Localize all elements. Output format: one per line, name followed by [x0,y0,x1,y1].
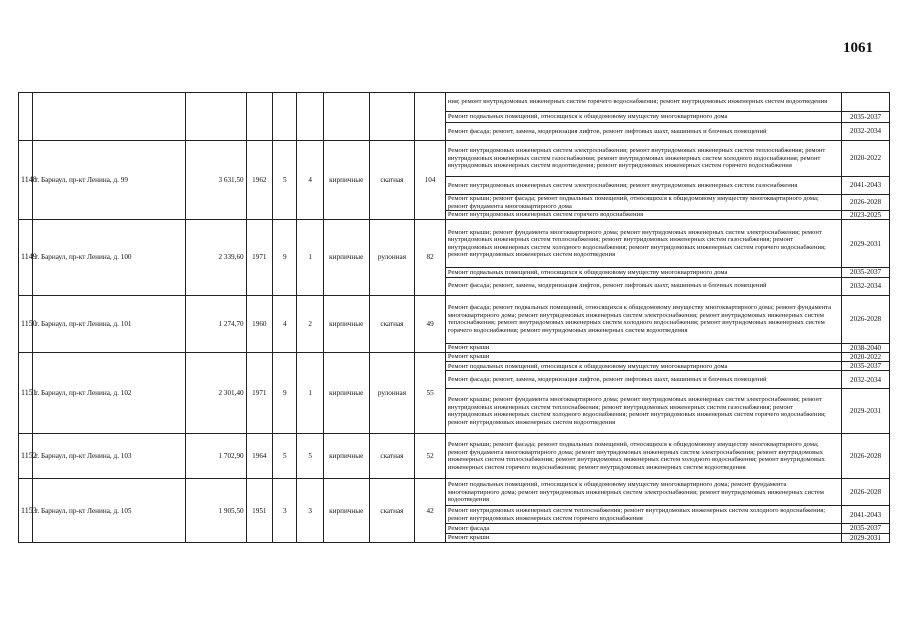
cell-address: г. Барнаул, пр-кт Ленина, д. 100 [33,220,185,295]
cell-period: 2032-2034 [842,123,890,141]
table-row [19,295,890,343]
cell-floors: 5 [273,434,297,479]
cell-apartments: 82 [415,220,445,295]
cell-entrances [297,93,323,141]
cell-year [246,93,272,141]
cell-work-description: Ремонт внутридомовых инженерных систем электроснабжения; ремонт внутридомовых инженерных систем теплоснабжения; ремонт внутридомовых инженерных систем газоснабжения; ремонт внутридомовых инженерных систем холодного водоснабжения; ремонт внутридомовых инженерных систем водоотведения; ремонт внутридомовых инженерных систем горячего водоснабжения [445,141,841,177]
cell-apartments: 104 [415,141,445,220]
cell-work-description: Ремонт крыши [445,533,841,542]
cell-apartments: 42 [415,479,445,543]
cell-period: 2020-2022 [842,141,890,177]
cell-entrances: 1 [297,220,323,295]
cell-entrances: 3 [297,479,323,543]
cell-work-description: Ремонт подвальных помещений, относящихся к общедомовому имуществу многоквартирного дома [445,268,841,277]
cell-year: 1951 [246,479,272,543]
cell-period: 2032-2034 [842,277,890,295]
cell-area: 2 301,40 [185,352,246,434]
cell-address: г. Барнаул, пр-кт Ленина, д. 99 [33,141,185,220]
cell-address: г. Барнаул, пр-кт Ленина, д. 103 [33,434,185,479]
cell-period [842,93,890,112]
cell-work-description: Ремонт внутридомовых инженерных систем электроснабжения; ремонт внутридомовых инженерных систем газоснабжения [445,177,841,195]
cell-roof: рулонная [369,220,415,295]
cell-wall: кирпичные [323,220,369,295]
page-number: 1061 [843,40,873,56]
cell-period: 2029-2031 [842,533,890,542]
cell-area: 3 631,50 [185,141,246,220]
cell-work-description: Ремонт фасада; ремонт подвальных помещений, относящихся к общедомовому имуществу многоквартирного дома; ремонт фундамента многоквартирного дома; ремонт внутридомовых инженерных систем электроснабжения; ремонт внутридомовых инженерных систем теплоснабжения; ремонт внутридомовых инженерных систем холодного водоснабжения; ремонт внутридомовых инженерных систем горячего водоснабжения; ремонт внутридомовых инженерных систем водоотведения [445,295,841,343]
cell-address: г. Барнаул, пр-кт Ленина, д. 105 [33,479,185,543]
table-row [19,220,890,268]
cell-period: 2032-2034 [842,371,890,389]
cell-address: г. Барнаул, пр-кт Ленина, д. 101 [33,295,185,352]
cell-area [185,93,246,141]
cell-floors: 9 [273,352,297,434]
cell-entrances: 4 [297,141,323,220]
cell-apartments: 55 [415,352,445,434]
cell-work-description: Ремонт внутридомовых инженерных систем горячего водоснабжения [445,211,841,220]
table-row [19,352,890,361]
cell-work-description: Ремонт крыши; ремонт фасада; ремонт подвальных помещений, относящихся к общедомовому имуществу многоквартирного дома; ремонт фундамента многоквартирного дома; ремонт внутридомовых инженерных систем электроснабжения; ремонт внутридомовых инженерных систем теплоснабжения; ремонт внутридомовых инженерных систем холодного водоснабжения; ремонт внутридомовых инженерных систем горячего водоснабжения; ремонт внутридомовых инженерных систем водоотведения [445,434,841,479]
cell-work-description: ния; ремонт внутридомовых инженерных систем горячего водоснабжения; ремонт внутридомовых инженерных систем водоотведения [445,93,841,112]
cell-area: 2 339,60 [185,220,246,295]
cell-no: 1148 [19,141,33,220]
cell-wall [323,93,369,141]
cell-wall: кирпичные [323,434,369,479]
cell-roof: рулонная [369,352,415,434]
cell-work-description: Ремонт фасада; ремонт, замена, модернизация лифтов, ремонт лифтовых шахт, машинных и блочных помещений [445,277,841,295]
cell-work-description: Ремонт крыши; ремонт фасада; ремонт подвальных помещений, относящихся к общедомовому имуществу многоквартирного дома; ремонт фундамента многоквартирного дома [445,195,841,211]
capital-repair-table [18,92,890,543]
cell-roof [369,93,415,141]
cell-entrances: 1 [297,352,323,434]
cell-year: 1964 [246,434,272,479]
cell-no: 1152 [19,434,33,479]
cell-apartments: 52 [415,434,445,479]
cell-address [33,93,185,141]
cell-work-description: Ремонт крыши; ремонт фундамента многоквартирного дома; ремонт внутридомовых инженерных систем электроснабжения; ремонт внутридомовых инженерных систем теплоснабжения; ремонт внутридомовых инженерных систем газоснабжения; ремонт внутридомовых инженерных систем холодного водоснабжения; ремонт внутридомовых инженерных систем горячего водоснабжения; ремонт внутридомовых инженерных систем водоотведения [445,220,841,268]
cell-period: 2020-2022 [842,352,890,361]
cell-work-description: Ремонт подвальных помещений, относящихся к общедомовому имуществу многоквартирного дома [445,362,841,371]
cell-roof: скатная [369,141,415,220]
cell-period: 2026-2028 [842,479,890,506]
cell-period: 2026-2028 [842,195,890,211]
cell-work-description: Ремонт внутридомовых инженерных систем теплоснабжения; ремонт внутридомовых инженерных систем холодного водоснабжения; ремонт внутридомовых инженерных систем горячего водоснабжения [445,506,841,524]
cell-no: 1151 [19,352,33,434]
cell-no: 1150 [19,295,33,352]
cell-year: 1960 [246,295,272,352]
cell-area: 1 702,90 [185,434,246,479]
cell-work-description: Ремонт фасада; ремонт, замена, модернизация лифтов, ремонт лифтовых шахт, машинных и блочных помещений [445,371,841,389]
cell-entrances: 5 [297,434,323,479]
cell-period: 2041-2043 [842,177,890,195]
cell-period: 2041-2043 [842,506,890,524]
cell-address: г. Барнаул, пр-кт Ленина, д. 102 [33,352,185,434]
cell-work-description: Ремонт подвальных помещений, относящихся к общедомовому имуществу многоквартирного дома; ремонт фундамента многоквартирного дома; ремонт внутридомовых инженерных систем электроснабжения; ремонт внутридомовых инженерных систем водоотведения [445,479,841,506]
cell-work-description: Ремонт фасада [445,524,841,533]
cell-period: 2029-2031 [842,389,890,434]
cell-floors: 9 [273,220,297,295]
cell-period: 2023-2025 [842,211,890,220]
cell-roof: скатная [369,434,415,479]
cell-floors: 5 [273,141,297,220]
cell-roof: скатная [369,295,415,352]
cell-no [19,93,33,141]
cell-no: 1149 [19,220,33,295]
cell-work-description: Ремонт подвальных помещений, относящихся к общедомовому имуществу многоквартирного дома [445,112,841,123]
cell-period: 2035-2037 [842,524,890,533]
cell-floors: 3 [273,479,297,543]
cell-wall: кирпичные [323,295,369,352]
cell-area: 1 905,50 [185,479,246,543]
cell-year: 1971 [246,220,272,295]
cell-floors [273,93,297,141]
cell-area: 1 274,70 [185,295,246,352]
cell-work-description: Ремонт крыши; ремонт фундамента многоквартирного дома; ремонт внутридомовых инженерных систем электроснабжения; ремонт внутридомовых инженерных систем теплоснабжения; ремонт внутридомовых инженерных систем газоснабжения; ремонт внутридомовых инженерных систем холодного водоснабжения; ремонт внутридомовых инженерных систем горячего водоснабжения; ремонт внутридомовых инженерных систем водоотведения [445,389,841,434]
cell-wall: кирпичные [323,352,369,434]
cell-period: 2038-2040 [842,343,890,352]
cell-period: 2026-2028 [842,434,890,479]
table-row [19,434,890,479]
cell-wall: кирпичные [323,479,369,543]
cell-year: 1962 [246,141,272,220]
cell-wall: кирпичные [323,141,369,220]
cell-period: 2035-2037 [842,268,890,277]
cell-work-description: Ремонт крыши [445,352,841,361]
cell-year: 1971 [246,352,272,434]
table-row [19,479,890,506]
table-row [19,141,890,177]
cell-work-description: Ремонт фасада; ремонт, замена, модернизация лифтов, ремонт лифтовых шахт, машинных и блочных помещений [445,123,841,141]
cell-period: 2035-2037 [842,112,890,123]
cell-no: 1153 [19,479,33,543]
cell-apartments [415,93,445,141]
cell-period: 2035-2037 [842,362,890,371]
cell-period: 2029-2031 [842,220,890,268]
cell-apartments: 49 [415,295,445,352]
cell-work-description: Ремонт крыши [445,343,841,352]
cell-floors: 4 [273,295,297,352]
table-row [19,93,890,112]
cell-entrances: 2 [297,295,323,352]
cell-roof: скатная [369,479,415,543]
cell-period: 2026-2028 [842,295,890,343]
